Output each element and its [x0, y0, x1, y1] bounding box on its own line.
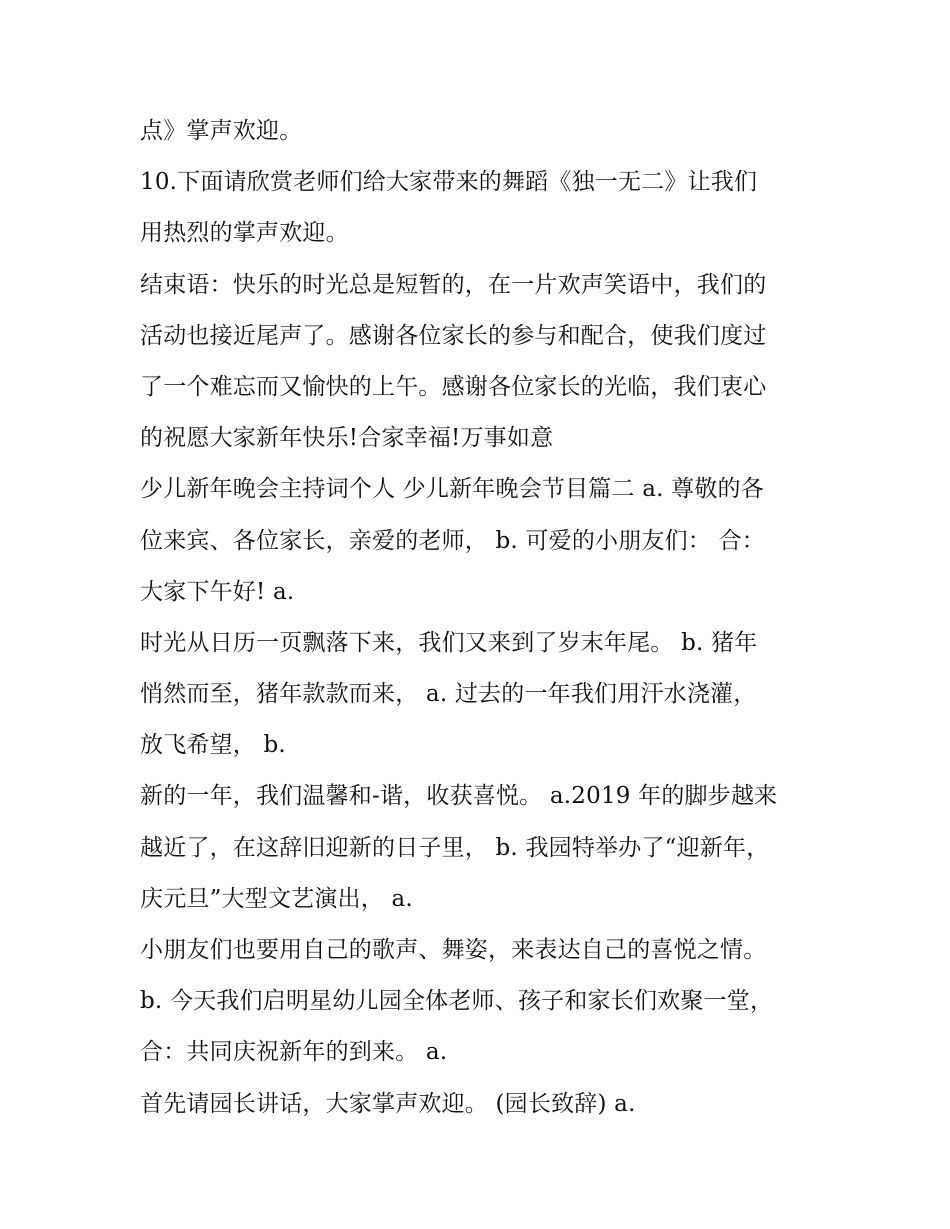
text-line: 少儿新年晚会主持词个人 少儿新年晚会节目篇二 a. 尊敬的各: [140, 476, 764, 503]
text-line: b. 今天我们启明星幼儿园全体老师、孩子和家长们欢聚一堂，: [140, 988, 774, 1015]
text-line: 小朋友们也要用自己的歌声、舞姿，来表达自己的喜悦之情。: [140, 937, 767, 963]
text-line: 大家下午好! a.: [140, 578, 295, 605]
text-line: 点》掌声欢迎。: [140, 118, 303, 144]
text-line: 10.下面请欣赏老师们给大家带来的舞蹈《独一无二》让我们: [140, 169, 758, 196]
text-line: 活动也接近尾声了。感谢各位家长的参与和配合，使我们度过: [140, 322, 767, 349]
text-line: 放飞希望， b.: [140, 732, 286, 759]
text-line: 新的一年，我们温馨和-谐，收获喜悦。 a.2019 年的脚步越来: [140, 783, 778, 810]
text-line: 结束语：快乐的时光总是短暂的，在一片欢声笑语中，我们的: [140, 271, 767, 298]
text-line: 位来宾、各位家长，亲爱的老师， b. 可爱的小朋友们： 合：: [140, 527, 765, 554]
text-line: 时光从日历一页飘落下来，我们又来到了岁末年尾。 b. 猪年: [140, 629, 758, 656]
text-line: 悄然而至，猪年款款而来， a. 过去的一年我们用汗水浇灌，: [140, 681, 757, 708]
text-line: 首先请园长讲话，大家掌声欢迎。 (园长致辞) a.: [140, 1090, 636, 1117]
text-line: 合：共同庆祝新年的到来。 a.: [140, 1039, 448, 1066]
text-line: 越近了，在这辞旧迎新的日子里， b. 我园特举办了“迎新年，: [140, 834, 770, 861]
text-line: 用热烈的掌声欢迎。: [140, 220, 349, 247]
text-line: 庆元旦”大型文艺演出， a.: [140, 885, 413, 912]
text-line: 了一个难忘而又愉快的上午。感谢各位家长的光临，我们衷心: [140, 373, 767, 400]
text-line: 的祝愿大家新年快乐!合家幸福!万事如意: [140, 425, 554, 452]
